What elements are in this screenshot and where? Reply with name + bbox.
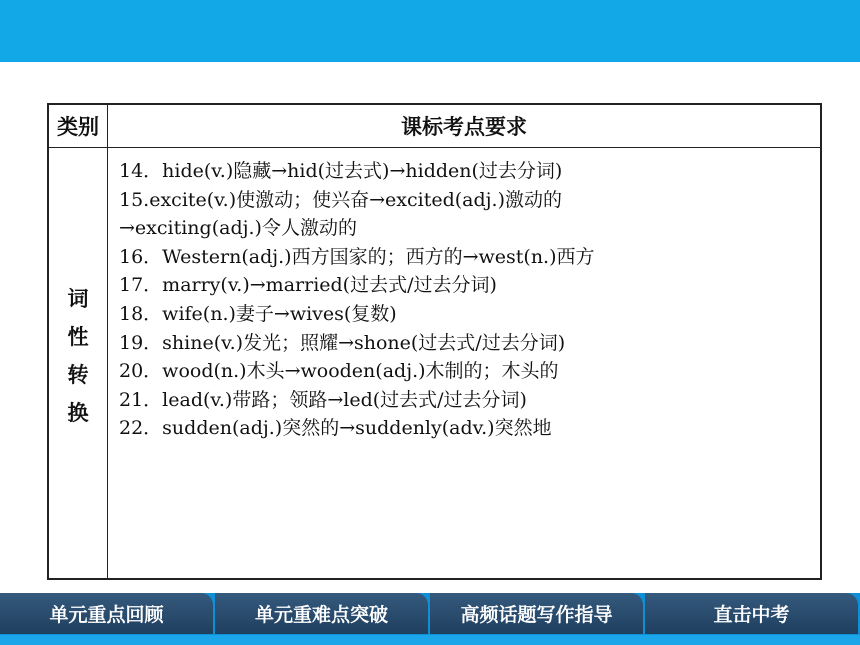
category-header: 类别 (57, 115, 99, 139)
tab-unit-review[interactable]: 单元重点回顾 (0, 593, 213, 634)
list-item: 14．hide(v.)隐藏→hid(过去式)→hidden(过去分词) (119, 160, 563, 182)
list-item: 20．wood(n.)木头→wooden(adj.)木制的；木头的 (119, 360, 559, 383)
header-divider (49, 147, 820, 148)
tab-key-difficulties[interactable]: 单元重难点突破 (215, 593, 428, 634)
requirement-header: 课标考点要求 (401, 115, 527, 139)
tab-exam-practice[interactable]: 直击中考 (645, 593, 858, 634)
list-item: 22．sudden(adj.)突然的→suddenly(adv.)突然地 (119, 417, 552, 440)
category-cell (49, 280, 107, 432)
requirement-list (119, 157, 810, 443)
top-banner (0, 0, 860, 62)
category-char: 性 (67, 325, 89, 349)
category-char: 转 (67, 363, 89, 387)
list-item: →exciting(adj.)令人激动的 (119, 217, 357, 240)
list-item: 21．lead(v.)带路；领路→led(过去式/过去分词) (119, 388, 527, 411)
list-item: 16．Western(adj.)西方国家的；西方的→west(n.)西方 (119, 245, 595, 268)
list-item: 18．wife(n.)妻子→wives(复数) (119, 302, 397, 325)
list-item: 17．marry(v.)→married(过去式/过去分词) (119, 274, 497, 297)
list-item: 15.excite(v.)使激动；使兴奋→excited(adj.)激动的 (119, 188, 563, 211)
list-item: 19．shine(v.)发光；照耀→shone(过去式/过去分词) (119, 331, 566, 354)
category-char: 换 (67, 401, 89, 425)
tab-writing-guide[interactable]: 高频话题写作指导 (430, 593, 643, 634)
column-divider (107, 105, 108, 578)
category-char: 词 (67, 287, 89, 311)
vocabulary-table (47, 103, 822, 580)
